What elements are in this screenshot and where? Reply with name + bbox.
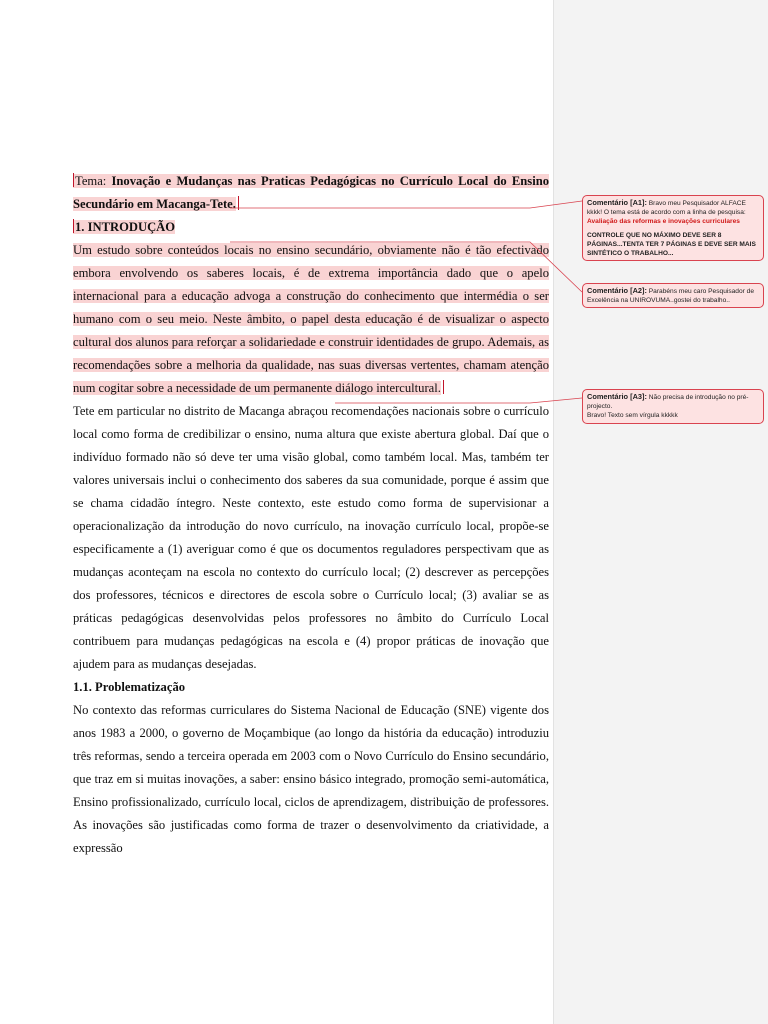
comment-a3-text2: Bravo! Texto sem vírgula kkkkk	[587, 412, 678, 420]
comment-a1-text: Bravo meu Pesquisador ALFACE kkkk! O tema está de acordo com a linha de pesquisa:	[587, 200, 746, 217]
comment-anchor-a3[interactable]	[443, 380, 444, 394]
document-title	[73, 170, 549, 216]
comment-a3-author: Comentário [A3]:	[587, 392, 647, 401]
heading-introducao-text: 1. INTRODUÇÃO	[75, 220, 176, 234]
comment-a1-note: CONTROLE QUE NO MÁXIMO DEVE SER 8 PÁGINAS...TENTA TER 7 PÁGINAS E DEVE SER MAIS SINTÉTICO O TRABALHO...	[587, 231, 756, 258]
title-label: Tema:	[75, 174, 112, 188]
paragraph-2: Tete em particular no distrito de Macanga abraçou recomendações nacionais sobre o currículo local como forma de credibilizar o ensino, numa altura que existe abertura global. Daí que o indivíduo formado não só deve ter uma visão global, como também local. Mas, também ter valores universais inclui o conhecimento dos saberes da sua comunidade, porque é assim que se chama cidadão íntegro. Neste contexto, este estudo como forma de supervisionar a operacionalização da introdução do novo currículo, na inovação currículo local, propõe-se especificamente a (1) averiguar como é que os documentos reguladores perspectivam que as mudanças aconteçam na escola no contexto do currículo local; (2) descrever as percepções dos professores, técnicos e directores de escola sobre o Currículo local; (3) avaliar se as práticas pedagógicas desenvolvidas pelos professores no âmbito do Currículo Local contribuem para mudanças pedagógicas na escola e (4) propor práticas de inovação que ajudem para as mudanças desejadas.	[73, 404, 549, 671]
heading-problematizacao: 1.1. Problematização	[73, 680, 186, 694]
title-text: Inovação e Mudanças nas Praticas Pedagógicas no Currículo Local do Ensino Secundário em Macanga-Tete.	[73, 174, 550, 211]
comment-a1-highlight: Avaliação das reformas e inovações curriculares	[587, 218, 740, 226]
heading-introducao	[73, 216, 549, 239]
paragraph-3: No contexto das reformas curriculares do Sistema Nacional de Educação (SNE) vigente dos anos 1983 a 2000, o governo de Moçambique (ao longo da história da educação) introduziu três reformas, sendo a terceira operada em 2003 com o Novo Currículo do Ensino secundário, que traz em si muitas inovações, a saber: ensino básico integrado, promoção semi-automática, Ensino profissionalizado, currículo local, ciclos de aprendizagem, distribuição de professores. As inovações são justificadas como forma de trazer o desenvolvimento da criatividade, a expressão	[73, 703, 549, 855]
intro-paragraph	[73, 239, 549, 400]
comment-a2-text: Parabéns meu caro Pesquisador de Excelência na UNIROVUMA..gostei do trabalho..	[587, 288, 754, 305]
comment-a1[interactable]	[582, 195, 764, 261]
comments-pane	[553, 0, 768, 1024]
document-body	[73, 170, 549, 860]
comment-anchor-start	[73, 173, 74, 187]
comment-a2-author: Comentário [A2]:	[587, 286, 647, 295]
comment-anchor-start	[73, 219, 74, 233]
comment-anchor-a1[interactable]	[238, 196, 239, 210]
intro-paragraph-text: Um estudo sobre conteúdos locais no ensino secundário, obviamente não é tão efectivado embora envolvendo os saberes locais, é de extrema importância dado que o apelo internacional para a educação advoga a construção do conhecimento que intermédia o ser humano com o seu meio. Neste âmbito, o papel desta educação é de visualizar o aspecto cultural dos alunos para reforçar a solidariedade e construir identidades de grupo. Ademais, as recomendações sobre a melhoria da qualidade, nas suas diversas vertentes, chamam atenção num cogitar sobre a necessidade de um permanente diálogo intercultural.	[73, 243, 549, 395]
comment-a1-author: Comentário [A1]:	[587, 198, 647, 207]
comment-a2[interactable]	[582, 283, 764, 308]
comment-a3[interactable]	[582, 389, 764, 424]
comment-a3-text: Não precisa de introdução no pré-projecto.	[587, 394, 749, 411]
